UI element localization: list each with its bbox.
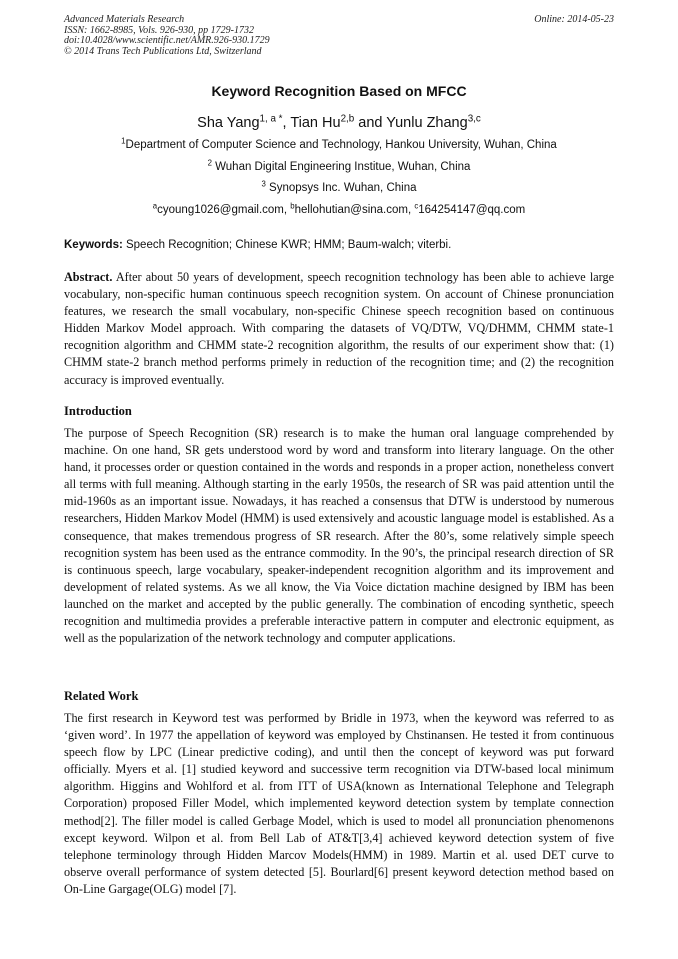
email-superscript: b bbox=[290, 201, 295, 211]
issn-line: ISSN: 1662-8985, Vols. 926-930, pp 1729-1732 bbox=[64, 24, 254, 36]
abstract-label: Abstract. bbox=[64, 270, 113, 284]
online-date: Online: 2014-05-23 bbox=[534, 14, 614, 25]
doi-line: doi:10.4028/www.scientific.net/AMR.926-930.1729 bbox=[64, 35, 270, 46]
related-work-paragraph: The first research in Keyword test was performed by Bridle in 1973, when the keyword was referred to as ‘given word’. In 1977 the appellation of keyword was employed by Chstinansen. He tested it from continuous speech flow by LPC (Linear predictive coding), and until then the concept of keyword was put forward officially. Myers et al. [1] studied keyword and successive term recognition via DTW-based local minimum algorithm. Higgins and Wohlford et al. from ITT of USA(known as International Telephone and Telegraph Corporation) proposed Filler Model, which implemented keyword detection system by template connection method[2]. The filler model is called Gerbage Model, which is used to model all pronunciation phenomenons except keyword. Wilpon et al. from Bell Lab of AT&T[3,4] achieved keyword detection system of five telephone terminology through Hidden Marcov Models(HMM) in 1989. Martin et al. used DET curve to observe overall performance of system detected [5]. Bourlard[6] present keyword detection method based on On-Line Gargage(OLG) model [7]. bbox=[64, 711, 614, 896]
author-name: Tian Hu bbox=[290, 115, 341, 131]
affiliation-superscript: 3 bbox=[261, 179, 266, 189]
paper-title: Keyword Recognition Based on MFCC bbox=[211, 83, 467, 99]
email-address: hellohutian@sina.com, bbox=[294, 204, 415, 216]
author-superscript: 2,b bbox=[340, 113, 355, 125]
affiliation-2 bbox=[0, 160, 678, 174]
author-name: Sha Yang bbox=[197, 115, 260, 131]
author-separator: and bbox=[354, 115, 387, 131]
affiliation-text: Department of Computer Science and Technology, Hankou University, Wuhan, China bbox=[125, 139, 557, 151]
email-address: cyoung1026@gmail.com, bbox=[157, 204, 291, 216]
email-superscript: a bbox=[152, 201, 158, 211]
author-superscript: 1, a * bbox=[259, 113, 283, 125]
copyright-line: © 2014 Trans Tech Publications Ltd, Switzerland bbox=[64, 45, 262, 57]
keywords-line bbox=[64, 238, 614, 252]
author-superscript: 3,c bbox=[467, 113, 481, 125]
affiliation-superscript: 1 bbox=[121, 136, 126, 146]
journal-name: Advanced Materials Research bbox=[64, 14, 185, 25]
author-name: Yunlu Zhang bbox=[386, 115, 468, 131]
introduction-heading: Introduction bbox=[64, 404, 132, 418]
affiliation-text: Synopsys Inc. Wuhan, China bbox=[265, 182, 417, 194]
email-line bbox=[0, 203, 678, 217]
keywords-text: Speech Recognition; Chinese KWR; HMM; Baum-walch; viterbi. bbox=[122, 239, 452, 251]
affiliation-1 bbox=[0, 138, 678, 152]
affiliation-superscript: 2 bbox=[207, 158, 212, 168]
abstract-text: After about 50 years of development, speech recognition technology has been able to achieve large vocabulary, non-specific human continuous speech recognition system. On account of Chinese pronunciation features, we research the small vocabulary, non-specific Chinese speech recognition based on continuous Hidden Markov Model approach. With comparing the datasets of VQ/DTW, VQ/DHMM, CHMM state-1 recognition algorithm and CHMM state-2 recognition algorithm, the results of our experiment show that: (1) CHMM state-2 branch method performs primely in reduction of the recognition time; and (2) the recognition accuracy is improved eventually. bbox=[64, 270, 614, 387]
affiliation-text: Wuhan Digital Engineering Institue, Wuhan, China bbox=[211, 161, 471, 173]
abstract-paragraph bbox=[64, 269, 614, 389]
related-work-heading: Related Work bbox=[64, 689, 139, 703]
author-separator: , bbox=[282, 115, 291, 131]
introduction-paragraph: The purpose of Speech Recognition (SR) research is to make the human oral language comprehended by machine. On one hand, SR gets understood word by word and transform into literary language. On the other hand, it processes order or question contained in the words and responds in a proper action, nonetheless convert all terms with full meaning. Although starting in the early 1950s, the research of SR was paid attention until the mid-1960s as an important issue. Nowadays, it has reached a consensus that DTW is understood by numerous researchers, Hidden Markov Model (HMM) is used extensively and acoustic language model is established. As a consequence, that makes tremendous progress of SR research. After the 80’s, some relatively simple speech recognition system has been used as the entrance commodity. In the 90’s, the principal research direction of SR is continuous speech, large vocabulary, speaker-independent recognition algorithm and its improvement and development of related systems. As we all know, the Via Voice dictation machine designed by IBM has been launched on the market and accepted by the public generally. The combination of encoding synthetic, speech recognition and multimedia provides a preferable interactive pattern in computer and electronic equipment, as well as the popularization of the network technology and computer applications. bbox=[64, 426, 614, 646]
author-list bbox=[0, 114, 678, 132]
affiliation-3 bbox=[0, 181, 678, 195]
email-address: 164254147@qq.com bbox=[418, 204, 526, 216]
email-superscript: c bbox=[414, 201, 419, 211]
keywords-label: Keywords: bbox=[64, 239, 123, 251]
